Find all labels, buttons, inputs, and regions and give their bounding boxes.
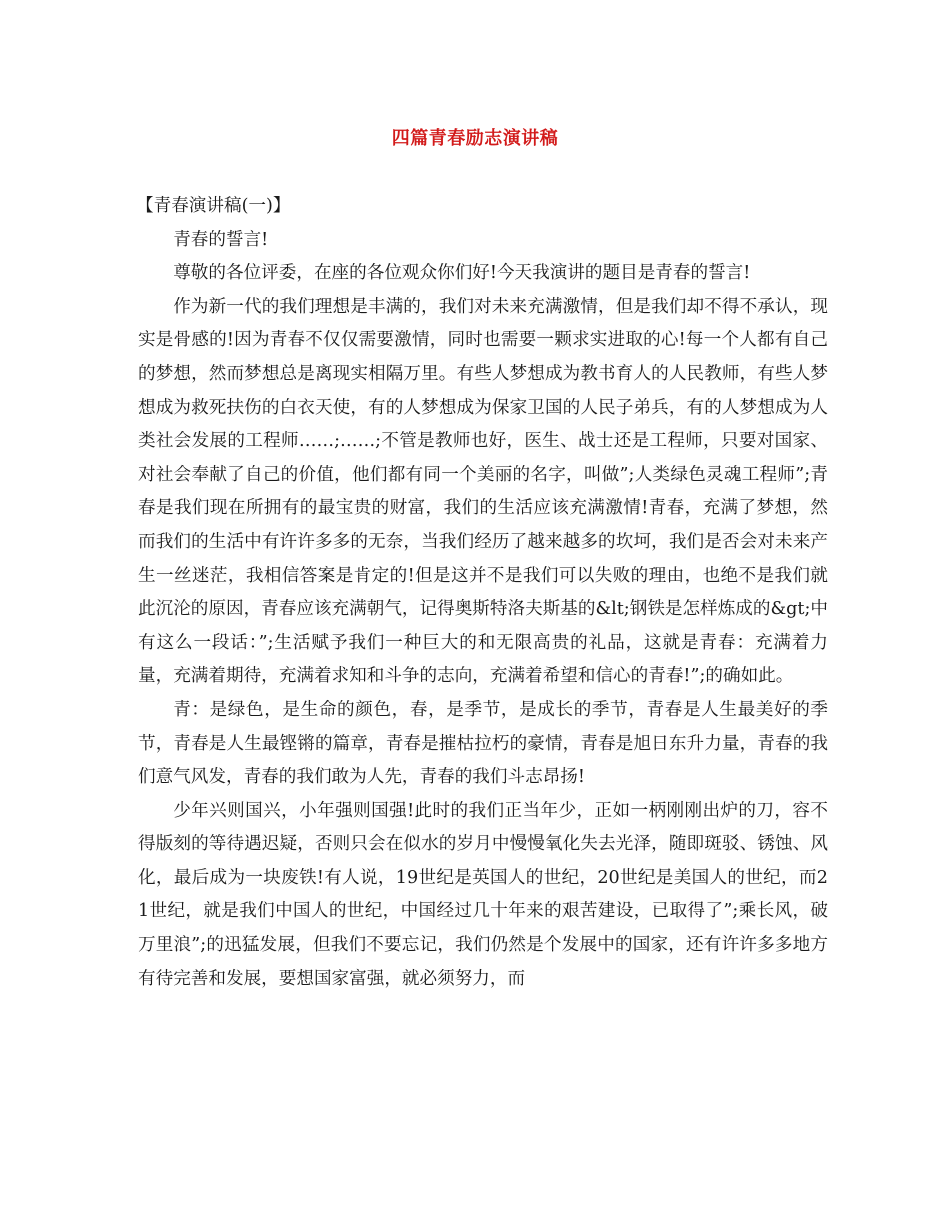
paragraph-nation: 少年兴则国兴，小年强则国强!此时的我们正当年少，正如一柄刚刚出炉的刀，容不得版刻的等待遇迟疑，否则只会在似水的岁月中慢慢氧化失去光泽，随即斑驳、锈蚀、风化，最后成为一块废铁!有人说，19世纪是英国人的世纪，20世纪是美国人的世纪，而21世纪，就是我们中国人的世纪，中国经过几十年来的艰苦建设，已取得了”;乘长风，破万里浪”;的迅猛发展，但我们不要忘记，我们仍然是个发展中的国家，还有许许多多地方有待完善和发展，要想国家富强，就必须努力，而 bbox=[138, 800, 828, 989]
section-heading: 【青春演讲稿(一)】 bbox=[136, 196, 291, 216]
paragraph-speech-title: 青春的誓言! bbox=[173, 229, 269, 250]
document-title: 四篇青春励志演讲稿 bbox=[391, 128, 559, 149]
paragraph-youth-meaning: 青：是绿色，是生命的颜色，春，是季节，是成长的季节，青春是人生最美好的季节，青春是人生最铿锵的篇章，青春是摧枯拉朽的豪情，青春是旭日东升力量，青春的我们意气风发，青春的我们敢为人先，青春的我们斗志昂扬! bbox=[138, 699, 828, 788]
paragraph-dreams: 作为新一代的我们理想是丰满的，我们对未来充满激情，但是我们却不得不承认，现实是骨感的!因为青春不仅仅需要激情，同时也需要一颗求实进取的心!每一个人都有自己的梦想，然而梦想总是离现实相隔万里。有些人梦想成为教书育人的人民教师，有些人梦想成为救死扶伤的白衣天使，有的人梦想成为保家卫国的人民子弟兵，有的人梦想成为人类社会发展的工程师……;……;不管是教师也好，医生、战士还是工程师，只要对国家、对社会奉献了自己的价值，他们都有同一个美丽的名字，叫做”;人类绿色灵魂工程师”;青春是我们现在所拥有的最宝贵的财富，我们的生活应该充满激情!青春，充满了梦想，然而我们的生活中有许许多多的无奈，当我们经历了越来越多的坎坷，我们是否会对未来产生一丝迷茫，我相信答案是肯定的!但是这并不是我们可以失败的理由，也绝不是我们就此沉沦的原因，青春应该充满朝气，记得奥斯特洛夫斯基的&lt;钢铁是怎样炼成的&gt;中有这么一段话：”;生活赋予我们一种巨大的和无限高贵的礼品，这就是青春：充满着力量，充满着期待，充满着求知和斗争的志向，充满着希望和信心的青春!”;的确如此。 bbox=[138, 296, 828, 687]
document-body bbox=[138, 190, 828, 996]
paragraph-greeting: 尊敬的各位评委，在座的各位观众你们好!今天我演讲的题目是青春的誓言! bbox=[173, 263, 751, 284]
